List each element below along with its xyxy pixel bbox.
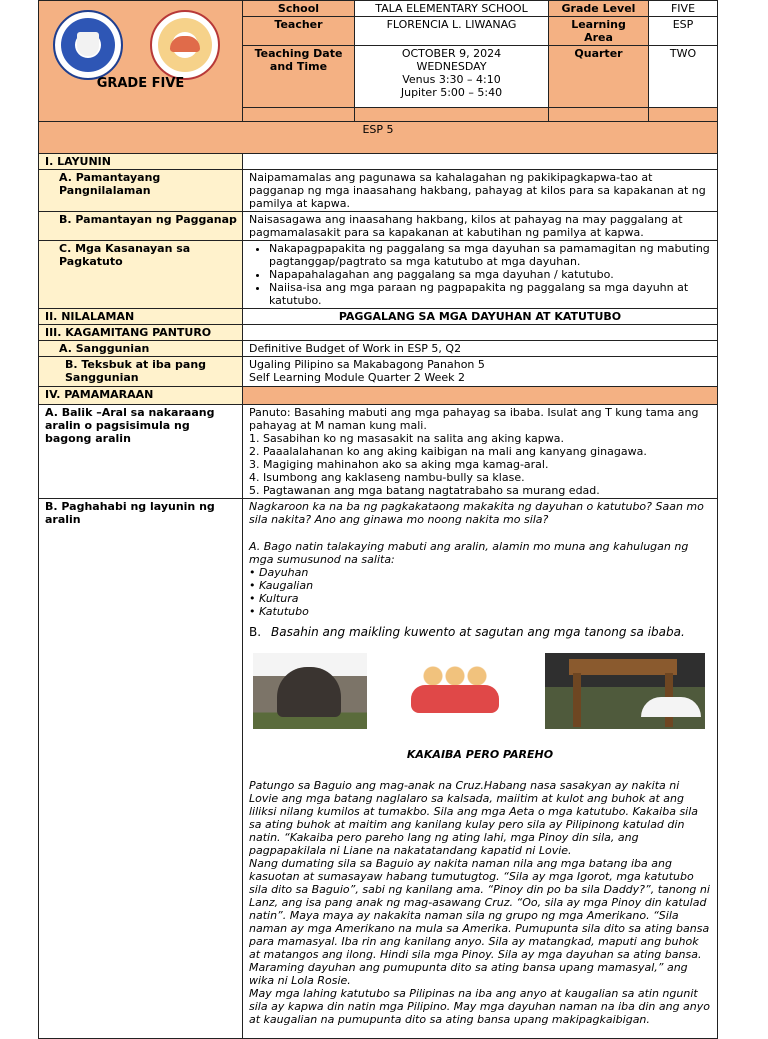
kasanayan-value [243,241,718,309]
grade-level-label: Grade Level [549,1,649,17]
list-item: 1. Sasabihan ko ng masasakit na salita ang aking kapwa. [249,432,564,445]
guide-question: Nagkaroon ka na ba ng pagkakataong makakita ng dayuhan o katutubo? Saan mo sila nakita? Ano ang ginawa mo noong nakita mo sila? [249,500,704,526]
teaching-date-value [355,46,549,108]
vocab-item: • Katutubo [249,605,309,618]
paghahabi-content [243,499,718,1039]
story-instruction: Basahin ang maikling kuwento at sagutan ang mga tanong sa ibaba. [271,625,685,639]
jupiter-time: Jupiter 5:00 – 5:40 [400,86,503,99]
list-item: 3. Magiging mahinahon ako sa aking mga kamag-aral. [249,458,549,471]
kasanayan-label: C. Mga Kasanayan sa Pagkatuto [39,241,243,309]
pamantayang-pangnilalaman-value: Naipamamalas ang pagunawa sa kahalagahan ng pakikipagkapwa-tao at pagganap ng mga inaasahang hakbang, pahayag at kilos para sa kapakanan at ng pamilya at kapwa. [243,170,718,212]
sanggunian-value: Definitive Budget of Work in ESP 5, Q2 [243,341,718,357]
grade-label: GRADE FIVE [96,76,185,91]
teksbuk-value [243,357,718,387]
school-value: TALA ELEMENTARY SCHOOL [355,1,549,17]
list-item: 2. Paaalalahanan ko ang aking kaibigan na mali ang kanyang ginagawa. [249,445,647,458]
quarter-label: Quarter [549,46,649,108]
story-instruction-row [249,626,711,639]
pamantayan-pagganap-value: Naisasagawa ang inaasahang hakbang, kilos at pahayag na may paggalang at pagmamalasakit para sa kapakanan at kabutihan ng pamilya at kapwa. [243,212,718,241]
story-images [249,645,711,740]
school-seal-icon [150,10,220,80]
balik-aral-label: A. Balik –Aral sa nakaraang aralin o pagsisimula ng bagong aralin [39,405,243,499]
quarter-value: TWO [649,46,718,108]
list-item: 4. Isumbong ang kaklaseng nambu-bully sa klase. [249,471,525,484]
lion-head-photo [253,653,367,729]
kagamitan-heading: III. KAGAMITANG PANTURO [39,325,243,341]
teksbuk-label: B. Teksbuk at iba pang Sanggunian [39,357,243,387]
teksbuk-line: Ugaling Pilipino sa Makabagong Panahon 5 [249,358,485,371]
vocab-item: • Kultura [249,592,299,605]
nilalaman-value: PAGGALANG SA MGA DAYUHAN AT KATUTUBO [243,309,718,325]
paghahabi-label: B. Paghahabi ng layunin ng aralin [39,499,243,1039]
grade-level-value: FIVE [649,1,718,17]
teacher-value: FLORENCIA L. LIWANAG [355,17,549,46]
story-paragraph: Nang dumating sila sa Baguio ay nakita naman nila ang mga batang iba ang kasuotan at sumasayaw habang tumutugtog. “Sila ay mga Igorot, mga katutubo sila dito sa Baguio”, sabi ng kanilang ama. “Pinoy din po ba sila Daddy?”, tanong ni Lanz, ang isa pang anak ng mag-asawang Cruz. “Oo, sila ay mga Pinoy din katulad natin”. Maya maya ay nakakita naman sila ng grupo ng mga Amerikano. “Sila naman ay mga Amerikano na mula sa Amerika. Pumupunta sila dito sa ating bansa para mamasyal. Iba rin ang kanilang anyo. Sila ay matangkad, maputi ang buhok at matangos ang ilong. Hindi sila mga Pinoy. Sila ay mga dayuhan sa ating bansa. Maraming dayuhan ang pumupunta dito sa ating bansa upang mamasyal,” ang wika ni Lola Rosie. [249,857,710,987]
header-logo-cell [39,1,243,122]
deped-seal-icon [53,10,123,80]
teacher-label: Teacher [243,17,355,46]
story-paragraph: Patungo sa Baguio ang mag-anak na Cruz.Habang nasa sasakyan ay nakita ni Lovie ang mga batang naglalaro sa kalsada, maiitim at kulot ang buhok at ang liliksi nilang kumilos at tumakbo. Sila ang mga Aeta o mga katutubo. Kakaiba sila sa ating buhok at maitim ang kanilang kulay pero sila ay Pilipinong katulad din natin. “Kakaiba pero pareho lang ng ating lahi, mga Pinoy din sila, ang pagpapakilala ni Liane na nakatatandang kapatid ni Lovie. [249,779,699,857]
vocab-item: • Kaugalian [249,579,314,592]
panuto-text: Panuto: Basahing mabuti ang mga pahayag sa ibaba. Isulat ang T kung tama ang pahayag at M naman kung mali. [249,406,699,432]
venus-time: Venus 3:30 – 4:10 [402,73,501,86]
date-line: OCTOBER 9, 2024 [401,47,502,60]
story-title: KAKAIBA PERO PAREHO [406,748,554,761]
subject-title: ESP 5 [39,122,718,154]
lesson-plan-table [38,0,718,1039]
story-marker: B. [249,625,262,639]
mines-view-park-photo [545,653,705,729]
family-car-illustration [405,653,505,729]
list-item: • Naiisa-isa ang mga paraan ng pagpapakita ng paggalang sa mga dayuhn at katutubo. [269,281,711,307]
day-line: WEDNESDAY [416,60,487,73]
sanggunian-label: A. Sanggunian [39,341,243,357]
layunin-heading: I. LAYUNIN [39,154,243,170]
learning-area-label: Learning Area [549,17,649,46]
pamamaraan-heading: IV. PAMAMARAAN [39,387,243,405]
balik-aral-content [243,405,718,499]
learning-area-value: ESP [649,17,718,46]
teksbuk-line: Self Learning Module Quarter 2 Week 2 [249,371,466,384]
vocab-intro: A. Bago natin talakaying mabuti ang aralin, alamin mo muna ang kahulugan ng mga sumusunod na salita: [249,540,689,566]
story-paragraph: May mga lahing katutubo sa Pilipinas na iba ang anyo at kaugalian sa atin ngunit sila ay kapwa din natin mga Pilipino. May mga dayuhan naman na iba din ang anyo at kaugalian na pumupunta dito sa ating bansa upang makipagkaibigan. [249,987,711,1026]
kasanayan-list [249,242,711,307]
list-item: 5. Pagtawanan ang mga batang nagtatrabaho sa murang edad. [249,484,600,497]
list-item: • Napapahalagahan ang paggalang sa mga dayuhan / katutubo. [269,268,711,281]
school-label: School [243,1,355,17]
teaching-date-label: Teaching Date and Time [243,46,355,108]
vocab-item: • Dayuhan [249,566,309,579]
pamantayan-pagganap-label: B. Pamantayan ng Pagganap [39,212,243,241]
nilalaman-heading: II. NILALAMAN [39,309,243,325]
list-item: • Nakapagpapakita ng paggalang sa mga dayuhan sa pamamagitan ng mabuting pagtanggap/pagtrato sa mga katutubo at mga dayuhan. [269,242,711,268]
pamantayang-pangnilalaman-label: A. Pamantayang Pangnilalaman [39,170,243,212]
